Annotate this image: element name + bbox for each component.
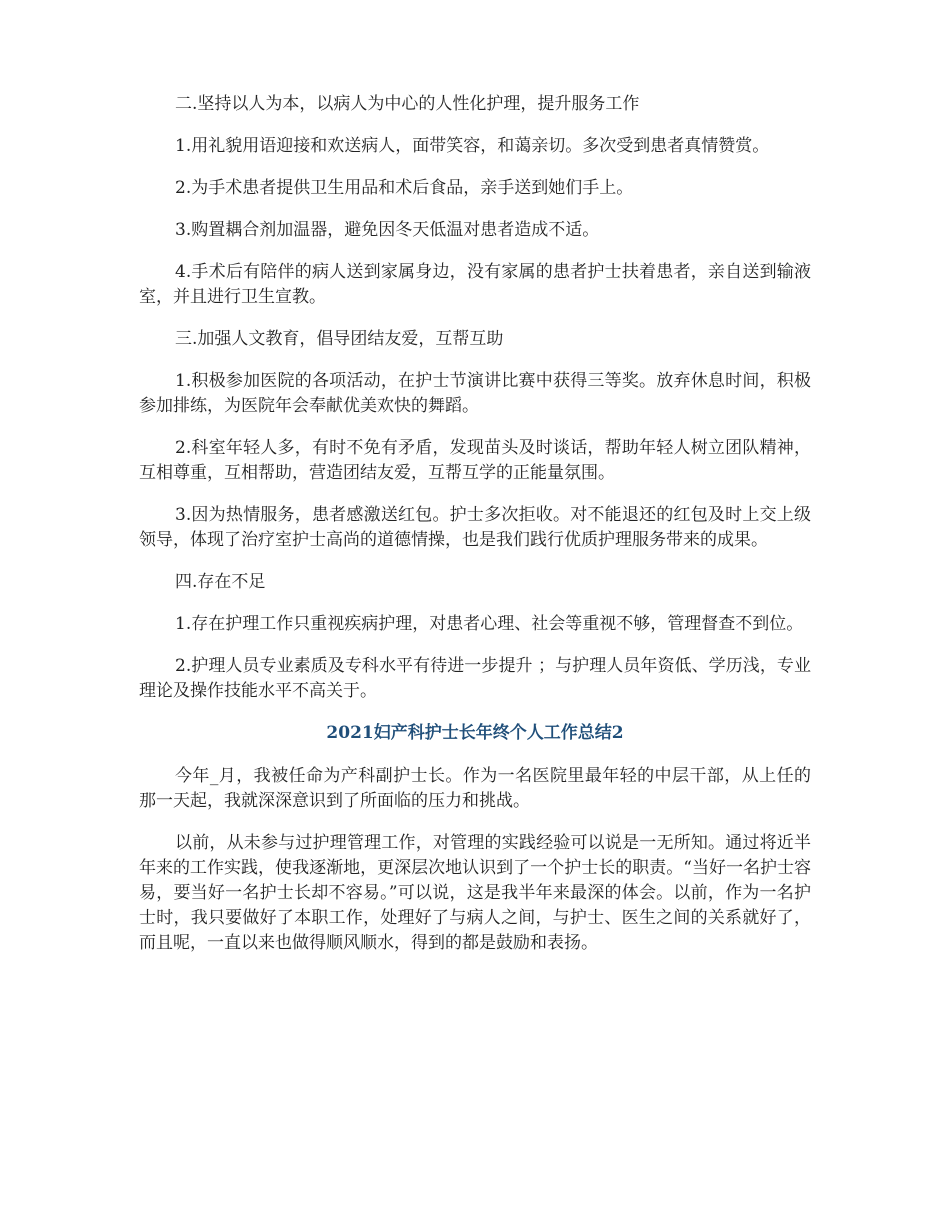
- list-item: 2.护理人员专业素质及专科水平有待进一步提升 ；与护理人员年资低、学历浅，专业理论及操作技能水平不高关于。: [139, 656, 811, 701]
- section-heading: 四.存在不足: [175, 572, 266, 592]
- article-title: 2021妇产科护士长年终个人工作总结2: [326, 723, 624, 743]
- list-item: 1.积极参加医院的各项活动，在护士节演讲比赛中获得三等奖。放弃休息时间，积极参加排练，为医院年会奉献优美欢快的舞蹈。: [139, 371, 811, 416]
- list-item: 2.科室年轻人多，有时不免有矛盾，发现苗头及时谈话，帮助年轻人树立团队精神，互相尊重，互相帮助，营造团结友爱，互帮互学的正能量氛围。: [139, 438, 811, 483]
- list-item: 1.用礼貌用语迎接和欢送病人，面带笑容，和蔼亲切。多次受到患者真情赞赏。: [175, 136, 770, 156]
- list-item: 3.因为热情服务，患者感激送红包。护士多次拒收。对不能退还的红包及时上交上级领导，体现了治疗室护士高尚的道德情操，也是我们践行优质护理服务带来的成果。: [139, 505, 811, 550]
- section-heading: 三.加强人文教育，倡导团结友爱，互帮互助: [175, 329, 504, 349]
- body-paragraph: 今年_月，我被任命为产科副护士长。作为一名医院里最年轻的中层干部，从上任的那一天起，我就深深意识到了所面临的压力和挑战。: [139, 766, 811, 811]
- list-item: 1.存在护理工作只重视疾病护理，对患者心理、社会等重视不够，管理督查不到位。: [175, 614, 804, 634]
- list-item: 3.购置耦合剂加温器，避免因冬天低温对患者造成不适。: [175, 220, 600, 240]
- list-item: 4.手术后有陪伴的病人送到家属身边，没有家属的患者护士扶着患者，亲自送到输液室，并且进行卫生宣教。: [139, 262, 811, 307]
- body-paragraph: 以前，从未参与过护理管理工作，对管理的实践经验可以说是一无所知。通过将近半年来的工作实践，使我逐渐地，更深层次地认识到了一个护士长的职责。“当好一名护士容易，要当好一名护士长却不容易。”可以说，这是我半年来最深的体会。以前，作为一名护士时，我只要做好了本职工作，处理好了与病人之间，与护士、医生之间的关系就好了，而且呢，一直以来也做得顺风顺水，得到的都是鼓励和表扬。: [139, 833, 811, 953]
- document-page: [139, 92, 811, 973]
- section-heading: 二.坚持以人为本，以病人为中心的人性化护理，提升服务工作: [175, 94, 640, 114]
- list-item: 2.为手术患者提供卫生用品和术后食品，亲手送到她们手上。: [175, 178, 634, 198]
